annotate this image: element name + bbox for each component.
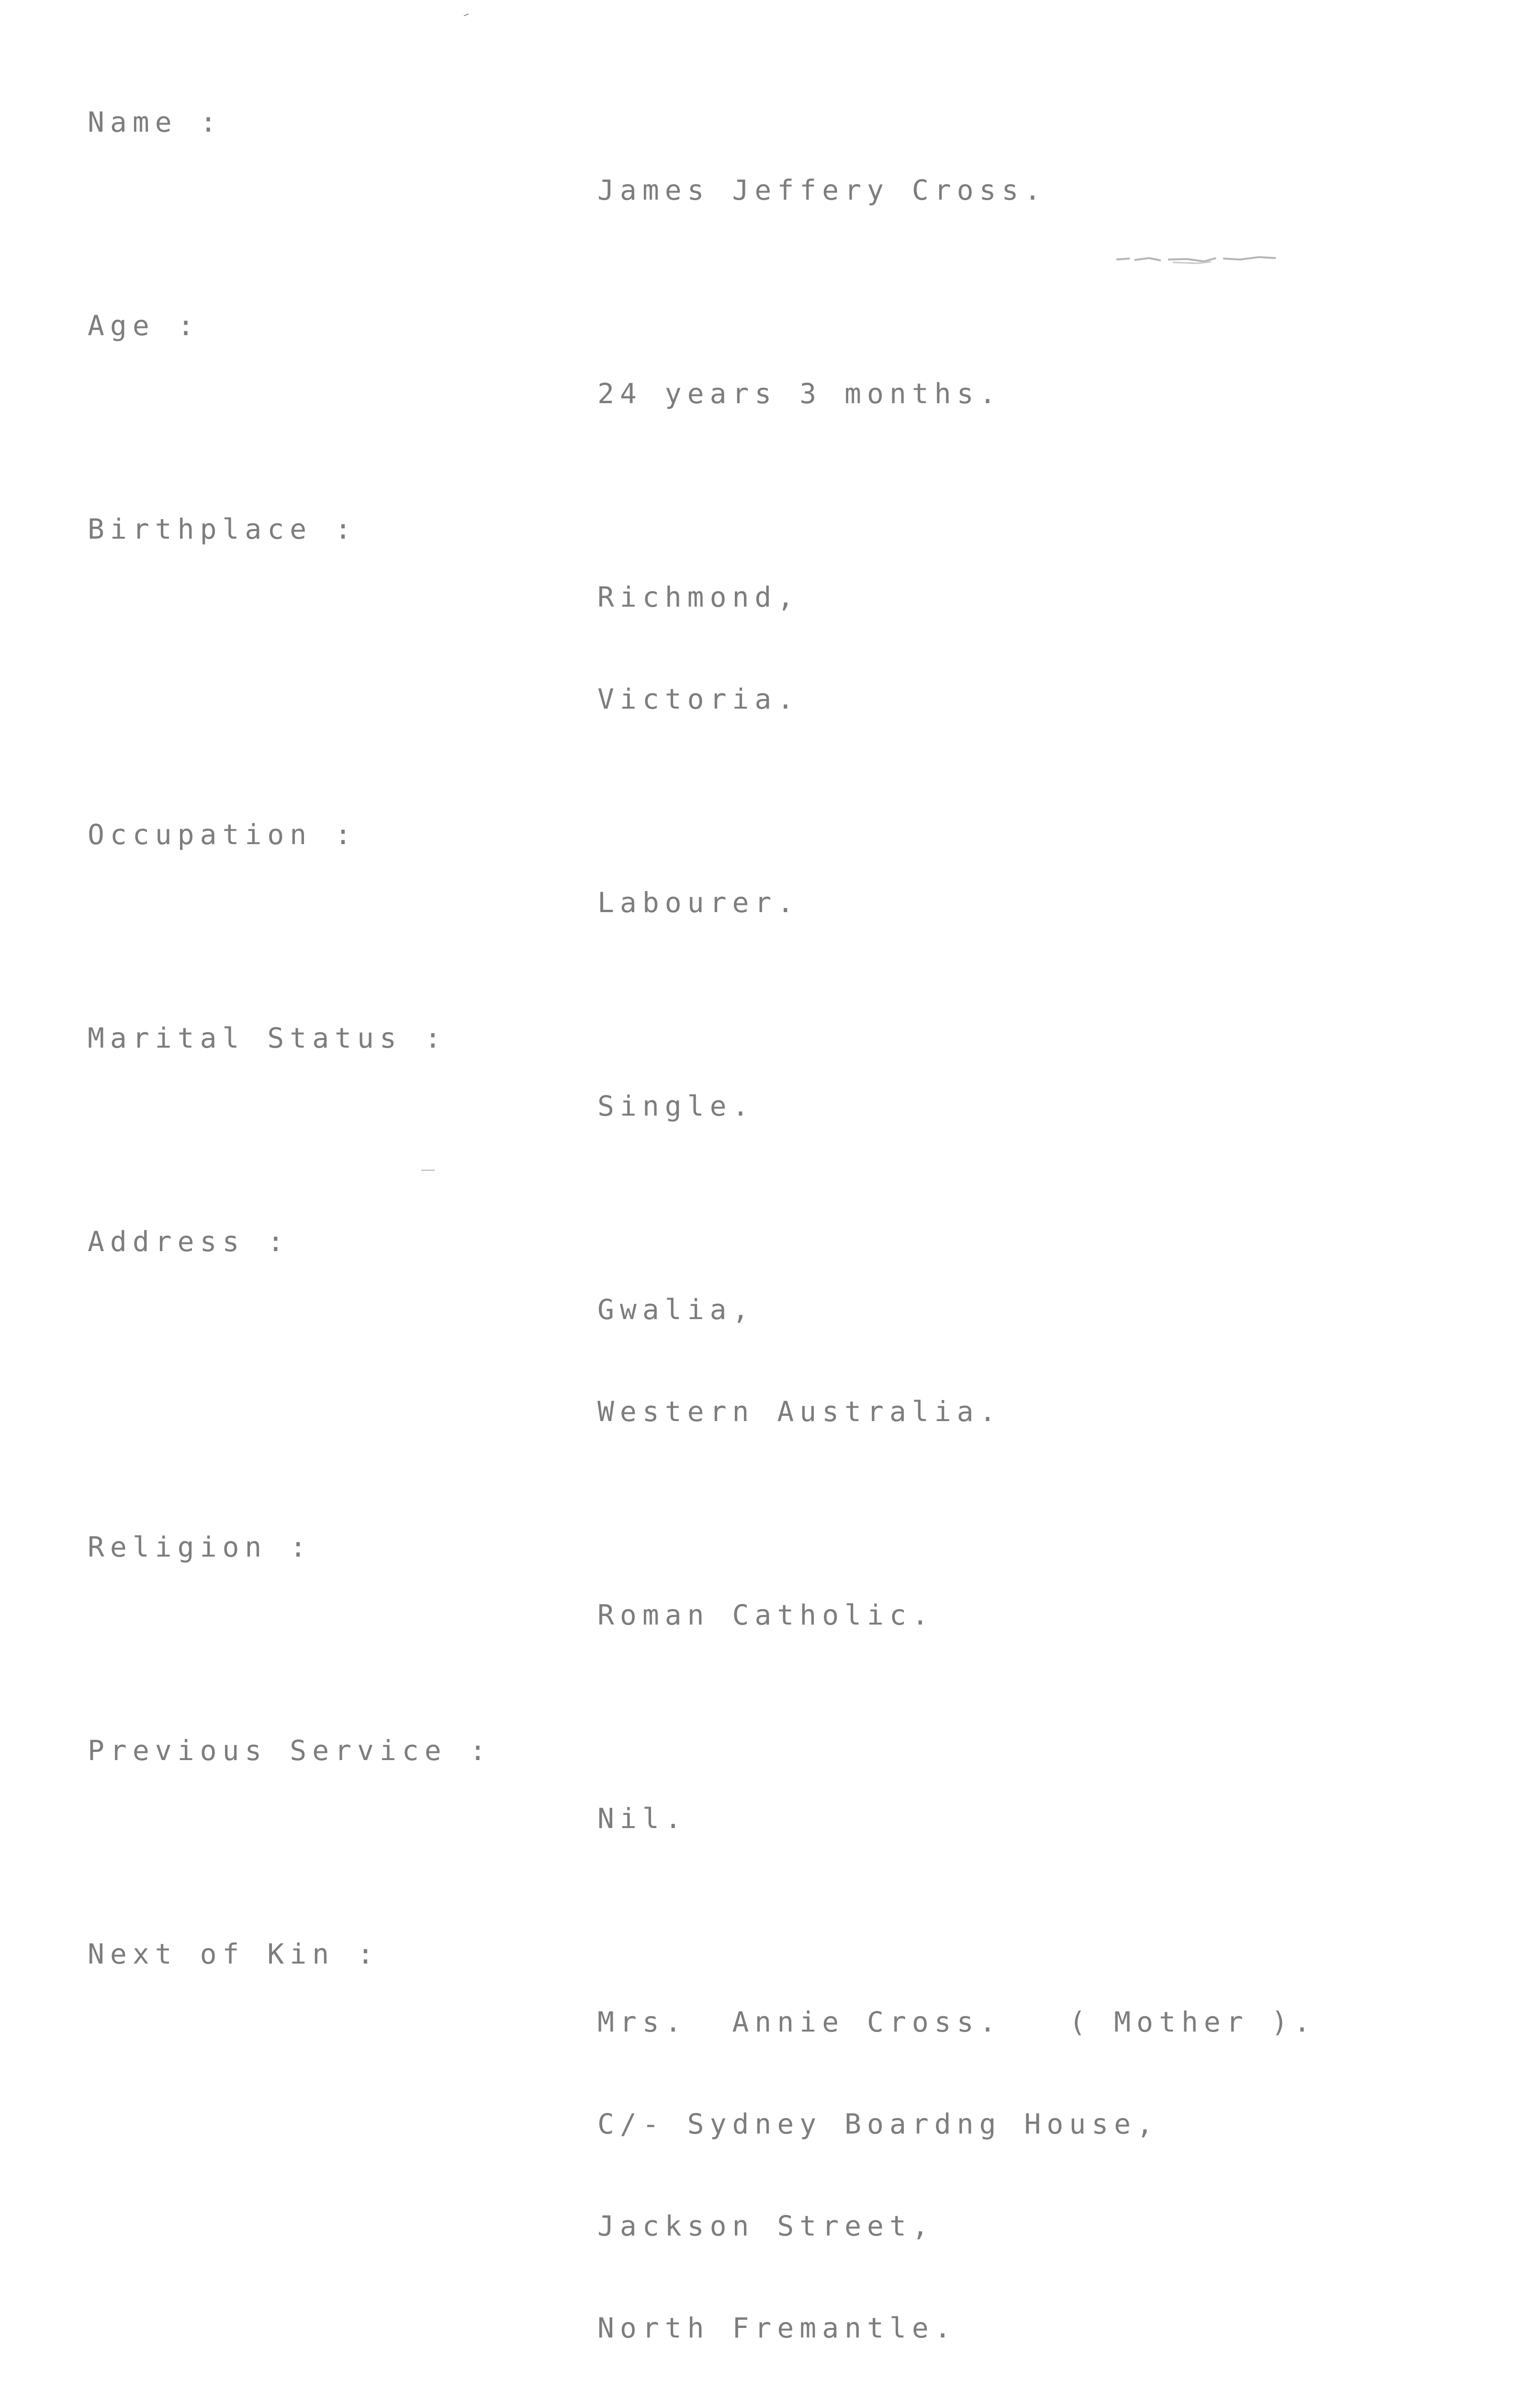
field-address [88, 1225, 1476, 1497]
stray-pen-mark [463, 13, 469, 16]
field-birthplace [88, 512, 1476, 784]
field-value [597, 1734, 1476, 1904]
field-label: Birthplace : [88, 513, 358, 545]
field-label: Name : [88, 106, 223, 138]
field-next-of-kin [88, 1937, 1476, 2394]
value-line: James Jeffery Cross. [597, 174, 1047, 206]
value-line: Victoria. [597, 683, 800, 715]
value-line: C/- Sydney Boardng House, [597, 2108, 1159, 2140]
field-name [88, 105, 1476, 275]
value-line: Western Australia. [597, 1395, 1002, 1428]
field-label: Marital Status : [88, 1022, 447, 1054]
field-label: Occupation : [88, 818, 358, 851]
field-occupation [88, 818, 1476, 988]
value-line: Jackson Street, [597, 2210, 934, 2242]
field-label: Previous Service : [88, 1734, 492, 1767]
field-value [597, 105, 1476, 275]
value-line: Roman Catholic. [597, 1599, 934, 1631]
field-label: Age : [88, 309, 200, 342]
field-label: Address : [88, 1225, 290, 1258]
field-value [597, 512, 1476, 784]
value-line: Labourer. [597, 886, 800, 919]
field-value [597, 1225, 1476, 1497]
field-marital-status [88, 1021, 1476, 1191]
field-previous-service [88, 1734, 1476, 1904]
value-line: 24 years 3 months. [597, 377, 1002, 410]
field-label: Religion : [88, 1531, 313, 1563]
field-value [597, 1530, 1476, 1700]
value-line: Gwalia, [597, 1293, 755, 1326]
value-line: Nil. [597, 1802, 687, 1835]
field-value [597, 309, 1476, 479]
field-value [597, 1021, 1476, 1191]
field-religion [88, 1530, 1476, 1700]
service-record [88, 105, 1476, 2394]
value-line: Single. [597, 1090, 755, 1122]
value-line: North Fremantle. [597, 2312, 957, 2344]
field-value [597, 818, 1476, 988]
field-age [88, 309, 1476, 479]
field-label: Next of Kin : [88, 1938, 380, 1970]
field-value [597, 1937, 1476, 2394]
value-line: Mrs. Annie Cross. ( Mother ). [597, 2006, 1316, 2038]
value-line: Richmond, [597, 581, 800, 613]
